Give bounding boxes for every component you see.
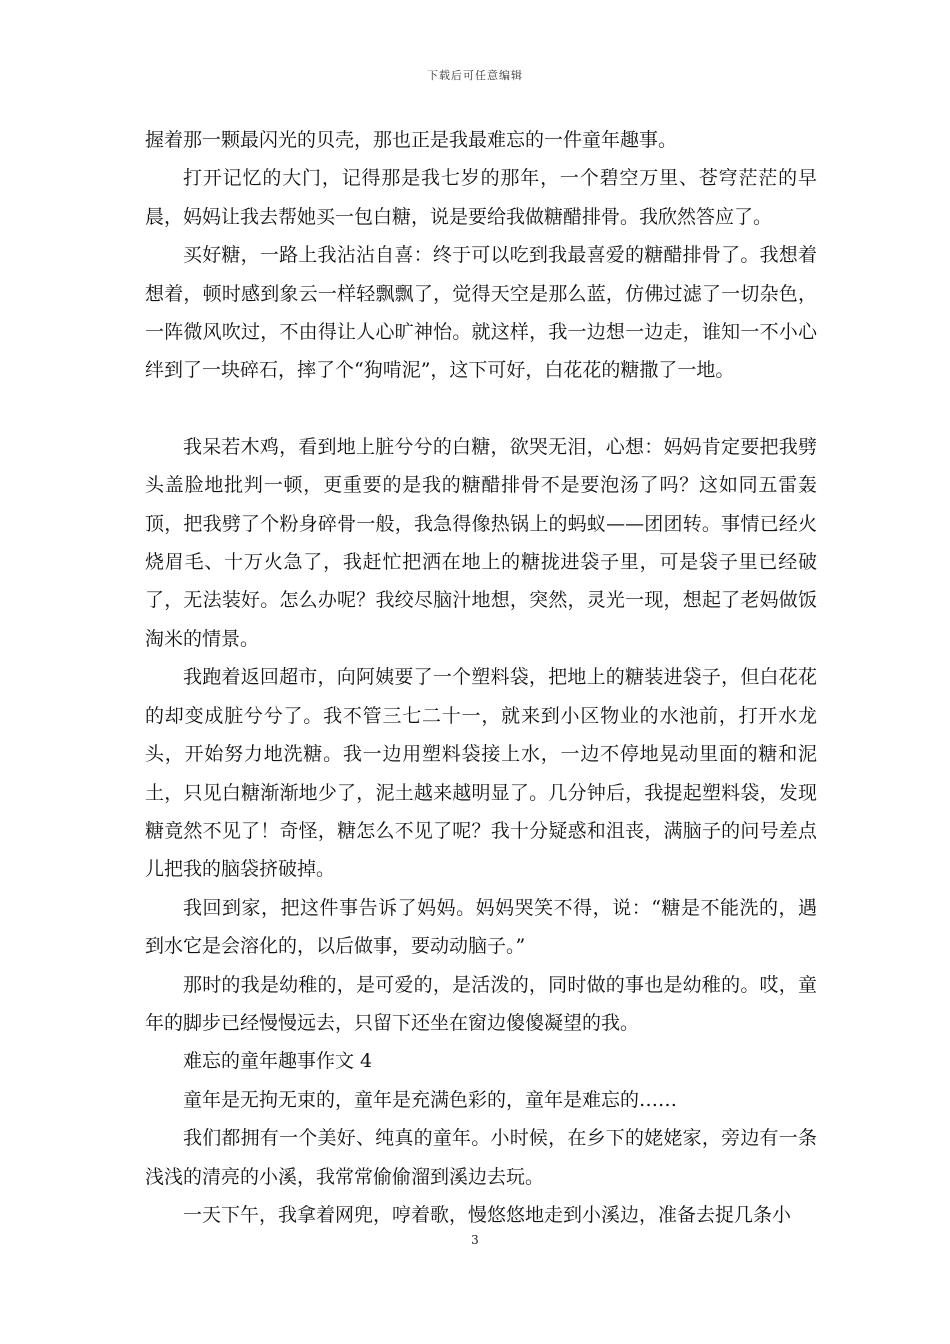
paragraph-4: 我呆若木鸡，看到地上脏兮兮的白糖，欲哭无泪，心想：妈妈肯定要把我劈头盖脸地批判一顿，更重要的是我的糖醋排骨不是要泡汤了吗？这如同五雷轰顶，把我劈了个粉身碎骨一般，我急得像热锅上的蚂蚁——团团转。事情已经火烧眉毛、十万火急了，我赶忙把洒在地上的糖拢进袋子里，可是袋子里已经破了，无法装好。怎么办呢？我绞尽脑汁地想，突然，灵光一现，想起了老妈做饭淘米的情景。 <box>145 435 817 650</box>
page-number: 3 <box>471 1233 479 1247</box>
paragraph-8: 童年是无拘无束的，童年是充满色彩的，童年是难忘的…… <box>183 1088 678 1111</box>
paragraph-1: 握着那一颗最闪光的贝壳，那也正是我最难忘的一件童年趣事。 <box>145 129 678 151</box>
paragraph-9: 我们都拥有一个美好、纯真的童年。小时候，在乡下的姥姥家，旁边有一条浅浅的清亮的小溪，我常常偷偷溜到溪边去玩。 <box>145 1127 817 1188</box>
paragraph-10: 一天下午，我拿着网兜，哼着歌，慢悠悠地走到小溪边，准备去捉几条小 <box>183 1203 792 1226</box>
paragraph-5: 我跑着返回超市，向阿姨要了一个塑料袋，把地上的糖装进袋子，但白花花的却变成脏兮兮了。我不管三七二十一，就来到小区物业的水池前，打开水龙头，开始努力地洗糖。我一边用塑料袋接上水，一边不停地晃动里面的糖和泥土，只见白糖渐渐地少了，泥土越来越明显了。几分钟后，我提起塑料袋，发现糖竟然不见了！奇怪，糖怎么不见了呢？我十分疑惑和沮丧，满脑子的问号差点儿把我的脑袋挤破掉。 <box>145 666 817 881</box>
paragraph-3: 买好糖，一路上我沾沾自喜：终于可以吃到我最喜爱的糖醋排骨了。我想着想着，顿时感到象云一样轻飘飘了，觉得天空是那么蓝，仿佛过滤了一切杂色，一阵微风吹过，不由得让人心旷神怡。就这样，我一边想一边走，谁知一不小心绊到了一块碎石，摔了个“狗啃泥”，这下可好，白花花的糖撒了一地。 <box>145 244 817 382</box>
document-body <box>145 121 817 1234</box>
page-header: 下载后可任意编辑 <box>427 69 523 82</box>
paragraph-7: 那时的我是幼稚的，是可爱的，是活泼的，同时做的事也是幼稚的。哎，童年的脚步已经慢慢远去，只留下还坐在窗边傻傻凝望的我。 <box>145 973 817 1034</box>
paragraph-6: 我回到家，把这件事告诉了妈妈。妈妈哭笑不得，说：“糖是不能洗的，遇到水它是会溶化的，以后做事，要动动脑子。” <box>145 896 817 958</box>
paragraph-2: 打开记忆的大门，记得那是我七岁的那年，一个碧空万里、苍穹茫茫的早晨，妈妈让我去帮她买一包白糖，说是要给我做糖醋排骨。我欣然答应了。 <box>145 167 817 228</box>
section-heading: 难忘的童年趣事作文 4 <box>183 1050 373 1073</box>
